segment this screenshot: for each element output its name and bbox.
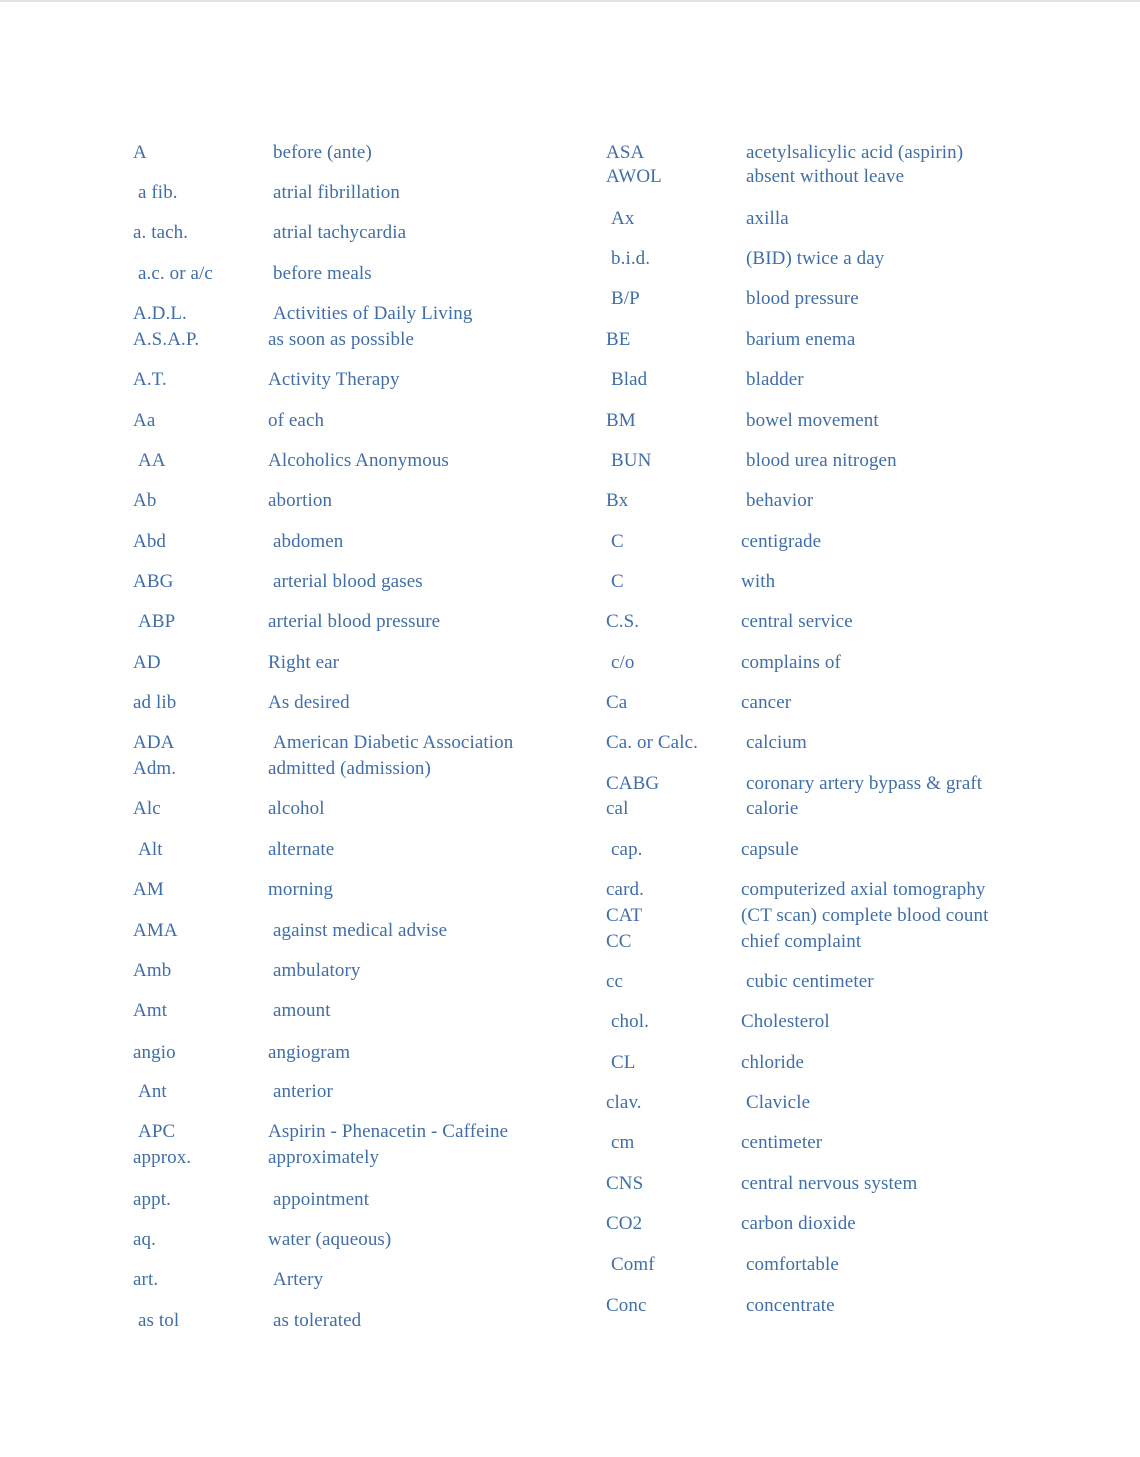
- right-definition: complains of: [741, 652, 841, 673]
- right-definition: coronary artery bypass & graft: [746, 773, 983, 794]
- right-definition: calcium: [746, 732, 807, 753]
- left-abbreviation: A.T.: [133, 369, 167, 390]
- right-definition: Cholesterol: [741, 1011, 830, 1032]
- left-definition: Right ear: [268, 652, 340, 673]
- right-definition: central service: [741, 611, 853, 632]
- right-definition: chloride: [741, 1052, 805, 1073]
- left-abbreviation: ABG: [133, 571, 174, 592]
- right-definition: with: [741, 571, 776, 592]
- right-abbreviation: cal: [606, 798, 629, 819]
- right-definition: behavior: [746, 490, 814, 511]
- right-abbreviation: CO2: [606, 1213, 643, 1234]
- left-abbreviation: Amt: [133, 1000, 168, 1021]
- left-definition: alternate: [268, 839, 335, 860]
- right-abbreviation: cc: [606, 971, 624, 992]
- left-definition: arterial blood pressure: [268, 611, 441, 632]
- right-abbreviation: CAT: [606, 905, 643, 926]
- right-abbreviation: c/o: [611, 652, 635, 673]
- left-abbreviation: approx.: [133, 1147, 192, 1168]
- right-abbreviation: Ca: [606, 692, 628, 713]
- left-definition: ambulatory: [273, 960, 361, 981]
- left-definition: of each: [268, 410, 325, 431]
- left-abbreviation: Aa: [133, 410, 156, 431]
- left-definition: appointment: [273, 1189, 370, 1210]
- left-abbreviation: angio: [133, 1042, 176, 1063]
- left-definition: Activities of Daily Living: [273, 303, 473, 324]
- left-definition: Alcoholics Anonymous: [268, 450, 449, 471]
- left-definition: as soon as possible: [268, 329, 414, 350]
- right-abbreviation: Comf: [611, 1254, 655, 1275]
- right-abbreviation: Ax: [611, 208, 635, 229]
- left-abbreviation: AM: [133, 879, 164, 900]
- right-abbreviation: CNS: [606, 1173, 644, 1194]
- left-abbreviation: AMA: [133, 920, 178, 941]
- right-definition: cubic centimeter: [746, 971, 874, 992]
- left-definition: against medical advise: [273, 920, 448, 941]
- right-definition: (BID) twice a day: [746, 248, 885, 269]
- left-definition: before (ante): [273, 142, 372, 163]
- left-definition: Activity Therapy: [268, 369, 400, 390]
- right-definition: central nervous system: [741, 1173, 918, 1194]
- left-definition: morning: [268, 879, 334, 900]
- left-abbreviation: ad lib: [133, 692, 177, 713]
- right-definition: concentrate: [746, 1295, 835, 1316]
- left-abbreviation: art.: [133, 1269, 159, 1290]
- left-definition: as tolerated: [273, 1310, 362, 1331]
- left-definition: anterior: [273, 1081, 333, 1102]
- right-abbreviation: AWOL: [606, 166, 662, 187]
- left-definition: atrial tachycardia: [273, 222, 407, 243]
- left-abbreviation: Amb: [133, 960, 172, 981]
- right-abbreviation: card.: [606, 879, 644, 900]
- right-definition: carbon dioxide: [741, 1213, 856, 1234]
- right-abbreviation: cm: [611, 1132, 635, 1153]
- right-definition: computerized axial tomography: [741, 879, 986, 900]
- right-definition: absent without leave: [746, 166, 905, 187]
- left-definition: Artery: [273, 1269, 324, 1290]
- right-abbreviation: B/P: [611, 288, 640, 309]
- right-definition: (CT scan) complete blood count: [741, 905, 989, 926]
- right-definition: calorie: [746, 798, 799, 819]
- right-definition: chief complaint: [741, 931, 862, 952]
- right-definition: Clavicle: [746, 1092, 811, 1113]
- left-definition: As desired: [268, 692, 350, 713]
- left-abbreviation: as tol: [138, 1310, 180, 1331]
- left-definition: approximately: [268, 1147, 380, 1168]
- right-abbreviation: chol.: [611, 1011, 649, 1032]
- right-definition: centigrade: [741, 531, 822, 552]
- right-definition: acetylsalicylic acid (aspirin): [746, 142, 964, 163]
- right-abbreviation: BM: [606, 410, 636, 431]
- right-abbreviation: Blad: [611, 369, 648, 390]
- left-definition: Aspirin - Phenacetin - Caffeine: [268, 1121, 509, 1142]
- right-definition: blood pressure: [746, 288, 859, 309]
- right-abbreviation: cap.: [611, 839, 643, 860]
- right-abbreviation: C: [611, 531, 624, 552]
- left-abbreviation: Abd: [133, 531, 167, 552]
- right-abbreviation: clav.: [606, 1092, 642, 1113]
- right-definition: axilla: [746, 208, 789, 229]
- right-abbreviation: BE: [606, 329, 631, 350]
- left-definition: atrial fibrillation: [273, 182, 400, 203]
- left-definition: American Diabetic Association: [273, 732, 514, 753]
- right-definition: centimeter: [741, 1132, 823, 1153]
- right-abbreviation: Conc: [606, 1295, 647, 1316]
- left-abbreviation: a fib.: [138, 182, 178, 203]
- left-abbreviation: A.D.L.: [133, 303, 187, 324]
- right-abbreviation: C.S.: [606, 611, 640, 632]
- left-abbreviation: A.S.A.P.: [133, 329, 200, 350]
- left-definition: arterial blood gases: [273, 571, 423, 592]
- right-abbreviation: C: [611, 571, 624, 592]
- right-abbreviation: CL: [611, 1052, 636, 1073]
- right-definition: bowel movement: [746, 410, 879, 431]
- left-definition: admitted (admission): [268, 758, 431, 779]
- left-abbreviation: aq.: [133, 1229, 156, 1250]
- right-definition: cancer: [741, 692, 792, 713]
- left-abbreviation: Adm.: [133, 758, 177, 779]
- left-abbreviation: Ant: [138, 1081, 167, 1102]
- left-abbreviation: a. tach.: [133, 222, 189, 243]
- right-abbreviation: CC: [606, 931, 632, 952]
- left-definition: alcohol: [268, 798, 325, 819]
- left-abbreviation: APC: [138, 1121, 176, 1142]
- right-definition: barium enema: [746, 329, 856, 350]
- right-abbreviation: b.i.d.: [611, 248, 651, 269]
- left-definition: angiogram: [268, 1042, 351, 1063]
- left-abbreviation: AA: [138, 450, 166, 471]
- right-abbreviation: Bx: [606, 490, 629, 511]
- left-abbreviation: Alc: [133, 798, 161, 819]
- right-abbreviation: Ca. or Calc.: [606, 732, 698, 753]
- right-definition: comfortable: [746, 1254, 839, 1275]
- left-abbreviation: ADA: [133, 732, 175, 753]
- left-definition: abortion: [268, 490, 333, 511]
- right-abbreviation: CABG: [606, 773, 660, 794]
- right-abbreviation: BUN: [611, 450, 652, 471]
- left-abbreviation: A: [133, 142, 147, 163]
- right-definition: capsule: [741, 839, 799, 860]
- right-abbreviation: ASA: [606, 142, 645, 163]
- left-definition: before meals: [273, 263, 372, 284]
- left-abbreviation: a.c. or a/c: [138, 263, 213, 284]
- right-definition: bladder: [746, 369, 804, 390]
- left-definition: amount: [273, 1000, 331, 1021]
- left-abbreviation: Ab: [133, 490, 157, 511]
- left-abbreviation: AD: [133, 652, 161, 673]
- right-definition: blood urea nitrogen: [746, 450, 897, 471]
- left-definition: water (aqueous): [268, 1229, 392, 1250]
- left-definition: abdomen: [273, 531, 344, 552]
- left-abbreviation: appt.: [133, 1189, 171, 1210]
- left-abbreviation: ABP: [138, 611, 176, 632]
- left-abbreviation: Alt: [138, 839, 163, 860]
